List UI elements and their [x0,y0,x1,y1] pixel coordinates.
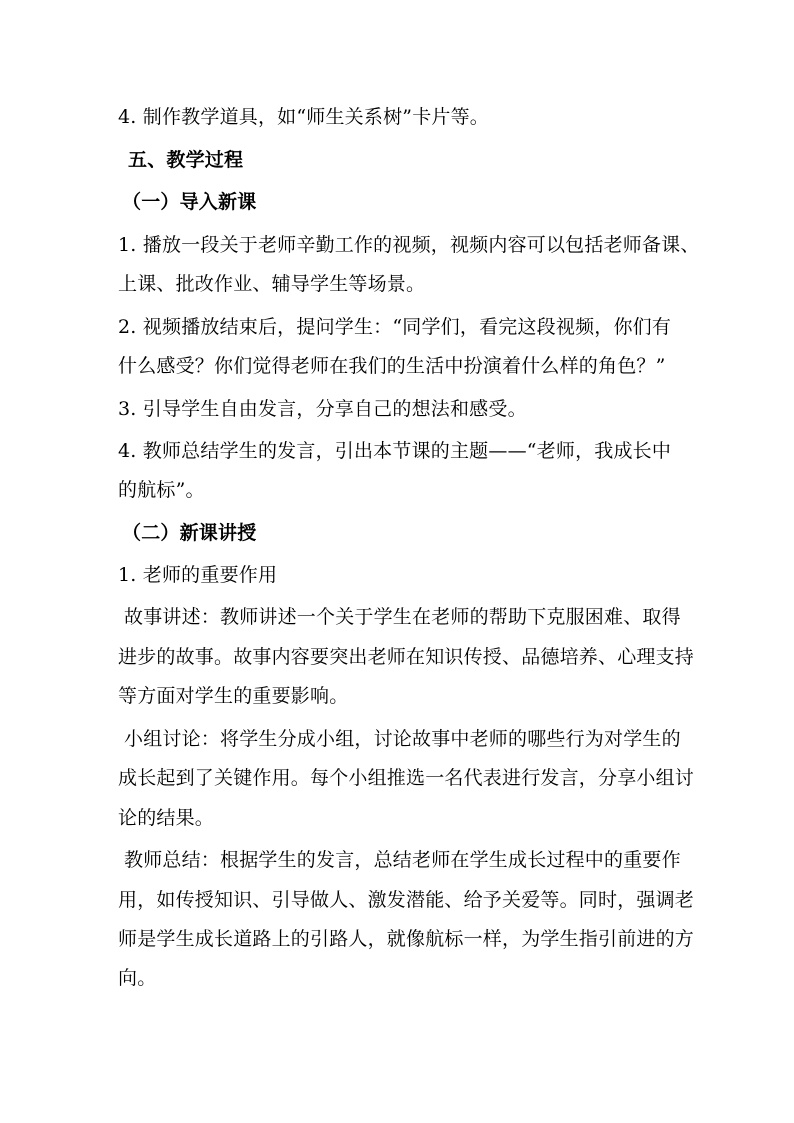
paragraph-line: 故事讲述：教师讲述一个关于学生在老师的帮助下克服困难、取得 [124,606,681,628]
paragraph-line: 师是学生成长道路上的引路人，就像航标一样，为学生指引前进的方 [118,928,695,950]
paragraph-line: 上课、批改作业、辅导学生等场景。 [118,273,426,295]
paragraph-line: 用，如传授知识、引导做人、激发潜能、给予关爱等。同时，强调老 [118,889,695,911]
paragraph-line: 1. 播放一段关于老师辛勤工作的视频，视频内容可以包括老师备课、 [118,234,700,256]
subsection-heading-new-lesson: （二）新课讲授 [122,522,257,544]
paragraph-line: 1. 老师的重要作用 [118,564,278,586]
paragraph-line: 论的结果。 [118,807,215,829]
paragraph-line: 教师总结：根据学生的发言，总结老师在学生成长过程中的重要作 [124,849,681,871]
paragraph-line: 向。 [118,967,157,989]
paragraph-line: 4. 教师总结学生的发言，引出本节课的主题——“老师，我成长中 [118,440,672,462]
paragraph-line: 什么感受？你们觉得老师在我们的生活中扮演着什么样的角色？” [118,355,666,377]
section-heading-teaching-process: 五、教学过程 [128,149,244,171]
paragraph-line: 等方面对学生的重要影响。 [118,685,349,707]
subsection-heading-introduction: （一）导入新课 [122,191,257,213]
list-item-prepare-props: 4. 制作教学道具，如“师生关系树”卡片等。 [118,106,489,128]
paragraph-line: 小组讨论：将学生分成小组，讨论故事中老师的哪些行为对学生的 [124,728,681,750]
paragraph-line: 的航标”。 [118,479,205,501]
paragraph-line: 3. 引导学生自由发言，分享自己的想法和感受。 [118,398,527,420]
paragraph-line: 成长起到了关键作用。每个小组推选一名代表进行发言，分享小组讨 [118,767,695,789]
paragraph-line: 进步的故事。故事内容要突出老师在知识传授、品德培养、心理支持 [118,646,695,668]
paragraph-line: 2. 视频播放结束后，提问学生：“同学们，看完这段视频，你们有 [118,316,672,338]
